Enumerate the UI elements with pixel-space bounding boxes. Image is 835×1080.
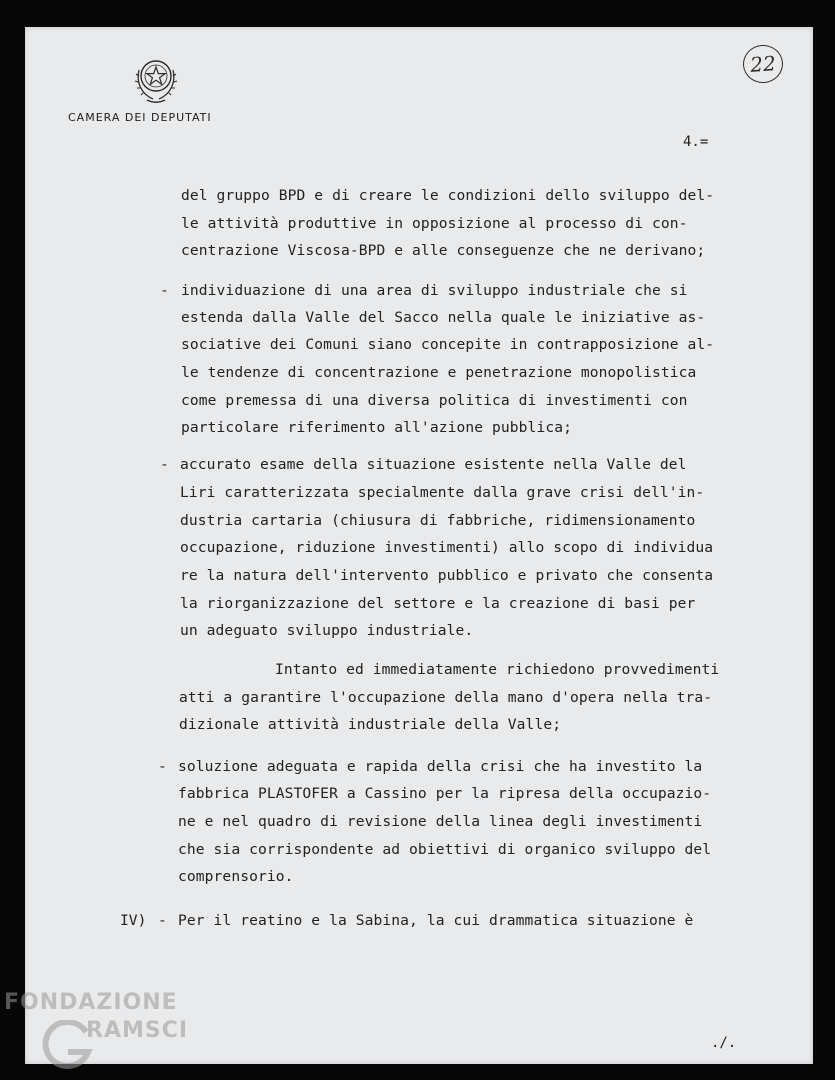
text-line: sociative dei Comuni siano concepite in contrapposizione al- [181,336,715,353]
document-page [25,27,813,1064]
text-line: estenda dalla Valle del Sacco nella quale le iniziative as- [181,309,706,326]
watermark-line2: RAMSCI [86,1018,189,1043]
institution-name: CAMERA DEI DEPUTATI [68,111,212,124]
text-line: fabbrica PLASTOFER a Cassino per la ripresa della occupazio- [178,785,712,802]
text-line: le tendenze di concentrazione e penetrazione monopolistica [181,364,697,381]
text-line: soluzione adeguata e rapida della crisi che ha investito la [178,758,703,775]
text-line: come premessa di una diversa politica di investimenti con [181,392,688,409]
republic-emblem-icon [133,54,179,106]
text-line: accurato esame della situazione esistente nella Valle del [180,456,687,473]
text-line: che sia corrispondente ad obiettivi di organico sviluppo del [178,841,712,858]
bullet-dash: - [160,456,169,473]
text-line: re la natura dell'intervento pubblico e privato che consenta [180,567,714,584]
text-line: particolare riferimento all'azione pubblica; [181,419,572,436]
continuation-mark: ./. [711,1035,737,1051]
text-line: dizionale attività industriale della Valle; [179,716,562,733]
text-line: del gruppo BPD e di creare le condizioni dello sviluppo del- [181,187,715,204]
text-line: occupazione, riduzione investimenti) allo scopo di individua [180,539,714,556]
section-label: IV) [120,912,147,929]
page-number: 4.= [683,134,709,150]
text-line: centrazione Viscosa-BPD e alle conseguenze che ne derivano; [181,242,706,259]
text-line: dustria cartaria (chiusura di fabbriche, ridimensionamento [180,512,696,529]
text-line: la riorganizzazione del settore e la creazione di basi per [180,595,696,612]
folio-number-handwritten: 22 [742,44,785,85]
text-line: individuazione di una area di sviluppo industriale che si [181,282,688,299]
bullet-dash: - [160,282,169,299]
bullet-dash: - [158,912,167,929]
watermark-line1: FONDAZIONE [4,990,178,1015]
text-line: ne e nel quadro di revisione della linea degli investimenti [178,813,703,830]
text-line: un adeguato sviluppo industriale. [180,622,474,639]
text-line: le attività produttive in opposizione al processo di con- [181,215,688,232]
bullet-dash: - [158,758,167,775]
text-line: Liri caratterizzata specialmente dalla grave crisi dell'in- [180,484,705,501]
text-line: Intanto ed immediatamente richiedono provvedimenti [275,661,720,678]
text-line: comprensorio. [178,868,294,885]
text-line: Per il reatino e la Sabina, la cui drammatica situazione è [178,912,694,929]
text-line: atti a garantire l'occupazione della mano d'opera nella tra- [179,689,713,706]
